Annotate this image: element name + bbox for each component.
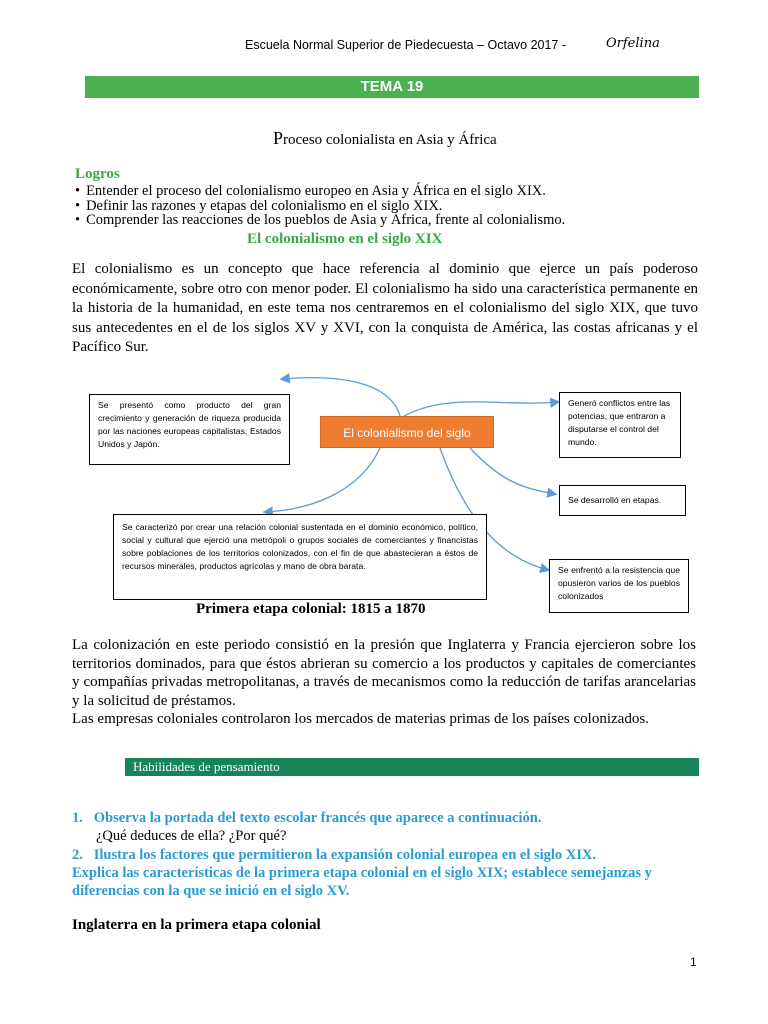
concept-diagram — [0, 362, 768, 612]
question-1-text: Observa la portada del texto escolar francés que aparece a continuación. — [93, 810, 542, 826]
inglaterra-heading: Inglaterra en la primera etapa colonial — [72, 917, 321, 933]
logros-list — [75, 184, 565, 228]
page-number: 1 — [690, 955, 697, 969]
box-resistance: Se enfrentó a la resistencia que opusieron varios de los pueblos colonizados — [549, 559, 689, 613]
list-item: • Entender el proceso del colonialismo europeo en Asia y África en el siglo XIX. — [75, 184, 565, 199]
list-item: • Definir las razones y etapas del colonialismo en el siglo XIX. — [75, 199, 565, 214]
question-2 — [72, 847, 596, 864]
question-1-sub: ¿Qué deduces de ella? ¿Por qué? — [96, 828, 287, 844]
etapa-title: Primera etapa colonial: 1815 a 1870 — [196, 601, 426, 617]
box-stages: Se desarrolló en etapas. — [559, 485, 686, 516]
etapa-paragraph: La colonización en este periodo consistió en la presión que Inglaterra y Francia ejercieron sobre los territorios dominados, para que éstos abrieran su comercio a los productos y capitales de comerciantes y compañías privadas metropolitanas, a través de mecanismos como la reducción de tarifas arancelarias y la solicitud de préstamos. — [72, 637, 696, 709]
question-3: Explica las características de la primera etapa colonial en el siglo XIX; establece semejanzas y diferencias con la que se inició en el siglo XV. — [72, 865, 652, 899]
arrow-to-right-mid-box — [470, 448, 555, 494]
intro-paragraph: El colonialismo es un concepto que hace referencia al dominio que ejerce un país poderoso económicamente, sobre otro con menor poder. El colonialismo ha sido una característica permanente en la historia de la humanidad, en este tema nos centraremos en el colonialismo del siglo XIX, que tuvo sus antecedentes en el de los siglos XV y XVI, con la conquista de América, las costas africanas y el Pacífico Sur. — [72, 261, 698, 355]
section-title: El colonialismo en el siglo XIX — [247, 231, 443, 247]
logros-heading: Logros — [75, 166, 120, 182]
empresas-paragraph: Las empresas coloniales controlaron los mercados de materias primas de los países colonizados. — [72, 711, 649, 727]
subtitle-first-letter: P — [273, 128, 284, 148]
box-origin: Se presentó como producto del gran crecimiento y generación de riqueza producida por las naciones europeas capitalistas, Estados Unidos y Japón. — [89, 394, 290, 465]
subtitle-rest: roceso colonialista en Asia y África — [283, 132, 497, 148]
arrow-to-left-box — [282, 378, 400, 416]
question-2-number: 2. — [72, 847, 83, 863]
arrow-to-right-top-box — [404, 402, 558, 416]
box-characteristics: Se caracterizó por crear una relación colonial sustentada en el dominio económico, político, social y cultural que ejerció una metrópoli o grupos sociales de comerciantes y financistas sobre poblaciones de los territorios colonizados, con el fin de que abastecieran a éstos de recursos minerales, productos agrícolas y mano de obra barata. — [113, 514, 487, 600]
question-1 — [72, 810, 541, 827]
tema-title-bar: TEMA 19 — [85, 76, 699, 98]
box-conflicts: Generó conflictos entre las potencias, que entraron a disputarse el control del mundo. — [559, 392, 681, 458]
habilidades-bar: Habilidades de pensamiento — [125, 758, 699, 776]
question-2-text: Ilustra los factores que permitieron la expansión colonial europea en el siglo XIX. — [93, 847, 597, 863]
diagram-center-box: El colonialismo del siglo — [320, 416, 494, 448]
lesson-subtitle — [273, 128, 497, 149]
signature: Orfelina — [606, 36, 660, 51]
page-header: Escuela Normal Superior de Piedecuesta – Octavo 2017 - — [245, 38, 567, 52]
list-item: • Comprender las reacciones de los pueblos de Asia y África, frente al colonialismo. — [75, 213, 565, 228]
question-1-number: 1. — [72, 810, 83, 826]
